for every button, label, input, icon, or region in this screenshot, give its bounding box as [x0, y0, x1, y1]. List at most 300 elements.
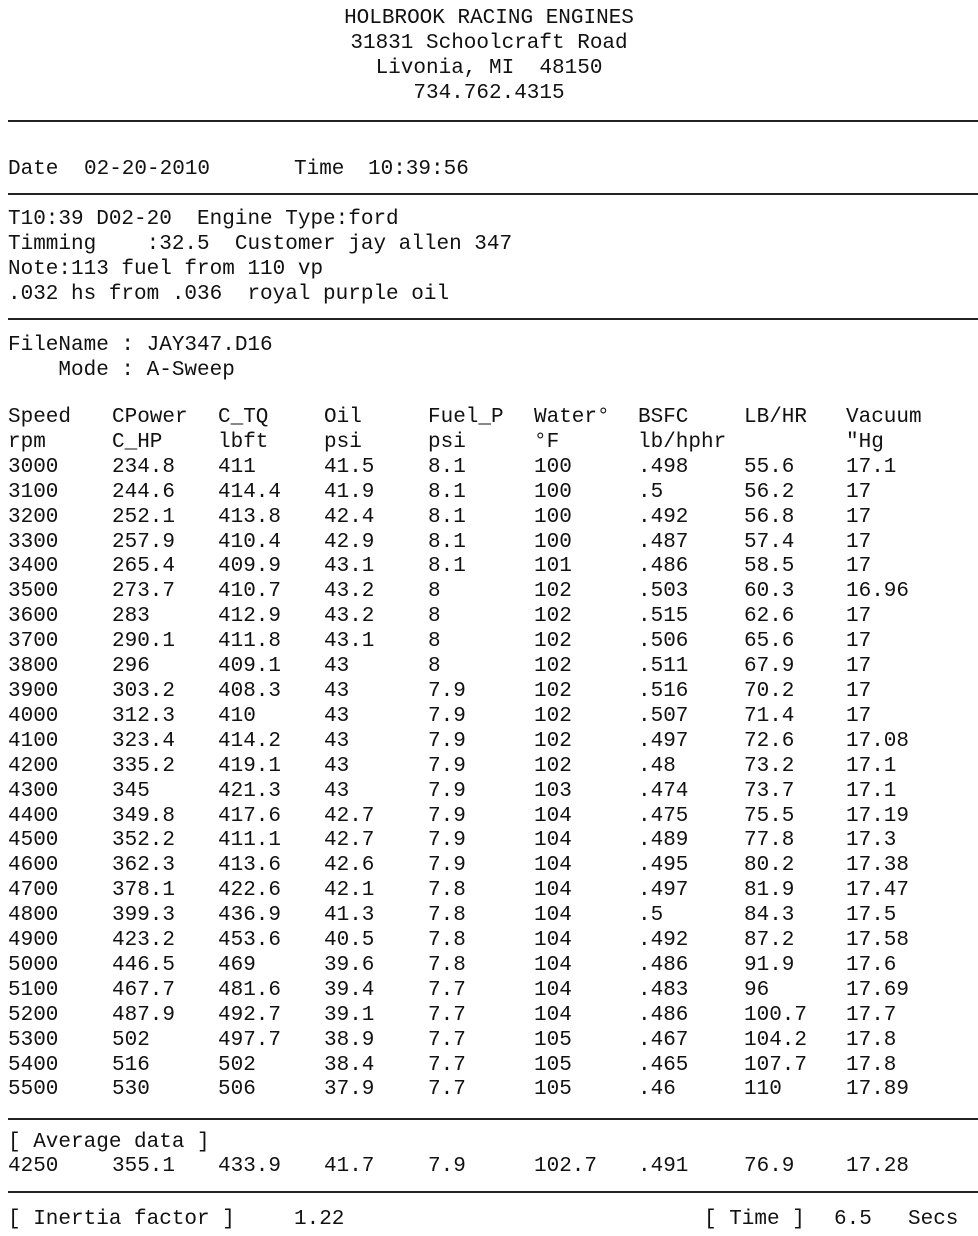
- cell-lbhr: 84.3: [744, 904, 795, 928]
- table-units-row: [8, 431, 966, 456]
- cell-bsfc: .48: [638, 754, 676, 778]
- cell-oil: 39.1: [324, 1003, 375, 1027]
- time-label: Time: [294, 158, 345, 181]
- company-name: HOLBROOK RACING ENGINES: [344, 7, 634, 30]
- cell-vacuum: 17: [846, 630, 872, 654]
- company-phone: 734.762.4315: [413, 82, 565, 105]
- cell-vacuum: 17.7: [846, 1003, 897, 1027]
- cell-oil: 43: [324, 779, 350, 803]
- header-ctq: C_TQ: [218, 406, 269, 429]
- cell-vacuum: 17.19: [846, 804, 910, 828]
- cell-bsfc: .497: [638, 879, 689, 903]
- table-row: [8, 1004, 966, 1029]
- average-ctq: 433.9: [218, 1155, 282, 1178]
- cell-water: 102: [534, 605, 572, 629]
- cell-ctq: 414.2: [218, 729, 282, 753]
- cell-vacuum: 17: [846, 704, 872, 728]
- cell-cpower: 257.9: [112, 530, 176, 554]
- dyno-data-table: [8, 406, 966, 1103]
- cell-cpower: 345: [112, 779, 150, 803]
- cell-ctq: 414.4: [218, 480, 282, 504]
- notes-line-2: Timming :32.5 Customer jay allen 347: [8, 233, 513, 256]
- cell-lbhr: 56.8: [744, 505, 795, 529]
- cell-speed: 3300: [8, 530, 59, 554]
- cell-vacuum: 17.6: [846, 953, 897, 977]
- average-oil: 41.7: [324, 1155, 375, 1178]
- cell-cpower: 446.5: [112, 953, 176, 977]
- cell-vacuum: 17: [846, 679, 872, 703]
- cell-bsfc: .467: [638, 1028, 689, 1052]
- cell-water: 101: [534, 555, 572, 579]
- cell-bsfc: .474: [638, 779, 689, 803]
- cell-fuel-p: 7.9: [428, 779, 466, 803]
- cell-bsfc: .497: [638, 729, 689, 753]
- date-value: 02-20-2010: [84, 158, 211, 181]
- cell-fuel-p: 7.8: [428, 953, 466, 977]
- cell-water: 102: [534, 754, 572, 778]
- cell-speed: 3700: [8, 630, 59, 654]
- cell-fuel-p: 8: [428, 605, 441, 629]
- cell-fuel-p: 7.7: [428, 1053, 466, 1077]
- cell-lbhr: 107.7: [744, 1053, 808, 1077]
- table-row: [8, 780, 966, 805]
- company-address: 31831 Schoolcraft Road: [350, 32, 628, 55]
- cell-oil: 39.6: [324, 953, 375, 977]
- table-row: [8, 506, 966, 531]
- cell-bsfc: .5: [638, 904, 664, 928]
- cell-vacuum: 17: [846, 555, 872, 579]
- cell-oil: 43.1: [324, 555, 375, 579]
- cell-fuel-p: 7.9: [428, 729, 466, 753]
- cell-bsfc: .492: [638, 505, 689, 529]
- cell-fuel-p: 7.9: [428, 704, 466, 728]
- cell-ctq: 497.7: [218, 1028, 282, 1052]
- cell-fuel-p: 8.1: [428, 480, 466, 504]
- cell-water: 104: [534, 854, 572, 878]
- cell-fuel-p: 7.9: [428, 829, 466, 853]
- cell-bsfc: .5: [638, 480, 664, 504]
- cell-speed: 3400: [8, 555, 59, 579]
- header-cpower: CPower: [112, 406, 188, 429]
- cell-vacuum: 17.1: [846, 779, 897, 803]
- cell-vacuum: 17.3: [846, 829, 897, 853]
- average-lbhr: 76.9: [744, 1155, 795, 1178]
- cell-speed: 4100: [8, 729, 59, 753]
- cell-vacuum: 17.1: [846, 754, 897, 778]
- cell-cpower: 244.6: [112, 480, 176, 504]
- cell-cpower: 349.8: [112, 804, 176, 828]
- cell-speed: 5300: [8, 1028, 59, 1052]
- table-row: [8, 879, 966, 904]
- time-value: 10:39:56: [368, 158, 469, 181]
- cell-vacuum: 17.5: [846, 904, 897, 928]
- mode-line: Mode : A-Sweep: [8, 359, 235, 382]
- cell-fuel-p: 7.7: [428, 1028, 466, 1052]
- cell-speed: 3900: [8, 679, 59, 703]
- cell-vacuum: 17.08: [846, 729, 910, 753]
- run-time-label: [ Time ]: [704, 1208, 805, 1231]
- cell-vacuum: 17: [846, 605, 872, 629]
- cell-cpower: 234.8: [112, 455, 176, 479]
- cell-water: 103: [534, 779, 572, 803]
- cell-vacuum: 17.58: [846, 929, 910, 953]
- cell-vacuum: 16.96: [846, 580, 910, 604]
- cell-vacuum: 17: [846, 480, 872, 504]
- cell-water: 104: [534, 829, 572, 853]
- cell-ctq: 417.6: [218, 804, 282, 828]
- cell-ctq: 419.1: [218, 754, 282, 778]
- cell-lbhr: 70.2: [744, 679, 795, 703]
- cell-oil: 41.9: [324, 480, 375, 504]
- cell-oil: 43.1: [324, 630, 375, 654]
- table-row: [8, 555, 966, 580]
- cell-fuel-p: 7.9: [428, 754, 466, 778]
- cell-vacuum: 17.38: [846, 854, 910, 878]
- cell-oil: 39.4: [324, 978, 375, 1002]
- average-water: 102.7: [534, 1155, 598, 1178]
- cell-speed: 5100: [8, 978, 59, 1002]
- cell-cpower: 399.3: [112, 904, 176, 928]
- cell-lbhr: 62.6: [744, 605, 795, 629]
- cell-bsfc: .483: [638, 978, 689, 1002]
- header-vacuum: Vacuum: [846, 406, 922, 429]
- cell-fuel-p: 7.8: [428, 904, 466, 928]
- cell-lbhr: 56.2: [744, 480, 795, 504]
- cell-lbhr: 67.9: [744, 655, 795, 679]
- table-body: [8, 456, 966, 1104]
- cell-bsfc: .492: [638, 929, 689, 953]
- cell-water: 100: [534, 530, 572, 554]
- cell-lbhr: 75.5: [744, 804, 795, 828]
- average-speed: 4250: [8, 1155, 59, 1178]
- cell-ctq: 410.4: [218, 530, 282, 554]
- header-oil: Oil: [324, 406, 362, 429]
- table-row: [8, 531, 966, 556]
- cell-ctq: 410: [218, 704, 256, 728]
- cell-speed: 4400: [8, 804, 59, 828]
- cell-bsfc: .506: [638, 630, 689, 654]
- cell-water: 102: [534, 679, 572, 703]
- cell-bsfc: .515: [638, 605, 689, 629]
- cell-lbhr: 81.9: [744, 879, 795, 903]
- cell-ctq: 411.8: [218, 630, 282, 654]
- cell-speed: 4300: [8, 779, 59, 803]
- cell-ctq: 492.7: [218, 1003, 282, 1027]
- table-row: [8, 904, 966, 929]
- divider-date: [8, 193, 978, 195]
- cell-ctq: 481.6: [218, 978, 282, 1002]
- cell-water: 105: [534, 1053, 572, 1077]
- notes-line-1: T10:39 D02-20 Engine Type:ford: [8, 208, 399, 231]
- cell-fuel-p: 7.9: [428, 854, 466, 878]
- average-vacuum: 17.28: [846, 1155, 910, 1178]
- table-row: [8, 929, 966, 954]
- cell-cpower: 296: [112, 655, 150, 679]
- table-row: [8, 456, 966, 481]
- cell-bsfc: .475: [638, 804, 689, 828]
- date-label: Date: [8, 158, 59, 181]
- cell-ctq: 413.6: [218, 854, 282, 878]
- inertia-value: 1.22: [294, 1208, 345, 1231]
- cell-oil: 41.5: [324, 455, 375, 479]
- cell-ctq: 409.9: [218, 555, 282, 579]
- company-city: Livonia, MI 48150: [375, 57, 603, 80]
- cell-lbhr: 104.2: [744, 1028, 808, 1052]
- unit-vacuum: "Hg: [846, 430, 884, 454]
- cell-bsfc: .498: [638, 455, 689, 479]
- average-label: [ Average data ]: [8, 1131, 210, 1154]
- cell-speed: 3200: [8, 505, 59, 529]
- cell-speed: 3100: [8, 480, 59, 504]
- cell-speed: 3800: [8, 655, 59, 679]
- cell-fuel-p: 7.7: [428, 1003, 466, 1027]
- cell-fuel-p: 8.1: [428, 555, 466, 579]
- cell-cpower: 335.2: [112, 754, 176, 778]
- filename-line: FileName : JAY347.D16: [8, 334, 273, 357]
- cell-lbhr: 77.8: [744, 829, 795, 853]
- divider-header: [8, 120, 978, 122]
- cell-water: 100: [534, 505, 572, 529]
- cell-speed: 5000: [8, 953, 59, 977]
- cell-vacuum: 17.8: [846, 1028, 897, 1052]
- cell-lbhr: 57.4: [744, 530, 795, 554]
- shop-header: [0, 6, 978, 106]
- cell-cpower: 362.3: [112, 854, 176, 878]
- divider-average: [8, 1191, 978, 1193]
- cell-bsfc: .46: [638, 1078, 676, 1102]
- cell-speed: 4700: [8, 879, 59, 903]
- cell-water: 102: [534, 580, 572, 604]
- average-bsfc: .491: [638, 1155, 689, 1178]
- cell-ctq: 502: [218, 1053, 256, 1077]
- cell-water: 104: [534, 953, 572, 977]
- cell-ctq: 411: [218, 455, 256, 479]
- cell-water: 100: [534, 455, 572, 479]
- table-row: [8, 954, 966, 979]
- run-time-value: 6.5: [834, 1208, 872, 1231]
- cell-oil: 42.9: [324, 530, 375, 554]
- cell-fuel-p: 7.7: [428, 1078, 466, 1102]
- cell-speed: 3600: [8, 605, 59, 629]
- cell-fuel-p: 8: [428, 580, 441, 604]
- cell-water: 104: [534, 804, 572, 828]
- table-row: [8, 481, 966, 506]
- cell-ctq: 408.3: [218, 679, 282, 703]
- cell-bsfc: .486: [638, 953, 689, 977]
- table-row: [8, 1029, 966, 1054]
- cell-lbhr: 100.7: [744, 1003, 808, 1027]
- cell-ctq: 506: [218, 1078, 256, 1102]
- cell-ctq: 436.9: [218, 904, 282, 928]
- cell-cpower: 265.4: [112, 555, 176, 579]
- cell-ctq: 469: [218, 953, 256, 977]
- cell-lbhr: 96: [744, 978, 770, 1002]
- cell-bsfc: .486: [638, 1003, 689, 1027]
- cell-ctq: 453.6: [218, 929, 282, 953]
- cell-speed: 4600: [8, 854, 59, 878]
- cell-cpower: 323.4: [112, 729, 176, 753]
- cell-water: 102: [534, 655, 572, 679]
- cell-bsfc: .465: [638, 1053, 689, 1077]
- cell-oil: 43.2: [324, 580, 375, 604]
- cell-cpower: 502: [112, 1028, 150, 1052]
- notes-line-4: .032 hs from .036 royal purple oil: [8, 283, 450, 306]
- cell-speed: 3500: [8, 580, 59, 604]
- table-row: [8, 979, 966, 1004]
- cell-cpower: 283: [112, 605, 150, 629]
- cell-vacuum: 17.69: [846, 978, 910, 1002]
- cell-lbhr: 73.7: [744, 779, 795, 803]
- cell-fuel-p: 8.1: [428, 530, 466, 554]
- table-row: [8, 755, 966, 780]
- table-row: [8, 1054, 966, 1079]
- cell-speed: 5500: [8, 1078, 59, 1102]
- cell-speed: 4500: [8, 829, 59, 853]
- cell-ctq: 409.1: [218, 655, 282, 679]
- cell-water: 105: [534, 1028, 572, 1052]
- table-row: [8, 730, 966, 755]
- cell-oil: 42.7: [324, 804, 375, 828]
- cell-vacuum: 17.1: [846, 455, 897, 479]
- cell-lbhr: 60.3: [744, 580, 795, 604]
- run-time-unit: Secs: [908, 1208, 959, 1231]
- unit-oil: psi: [324, 430, 362, 454]
- cell-cpower: 273.7: [112, 580, 176, 604]
- cell-cpower: 530: [112, 1078, 150, 1102]
- table-row: [8, 1078, 966, 1103]
- unit-speed: rpm: [8, 430, 46, 454]
- cell-fuel-p: 8.1: [428, 505, 466, 529]
- cell-fuel-p: 7.7: [428, 978, 466, 1002]
- cell-oil: 43: [324, 704, 350, 728]
- cell-oil: 43: [324, 729, 350, 753]
- table-header-row: [8, 406, 966, 431]
- cell-vacuum: 17: [846, 530, 872, 554]
- cell-cpower: 303.2: [112, 679, 176, 703]
- unit-water: °F: [534, 430, 560, 454]
- cell-oil: 41.3: [324, 904, 375, 928]
- cell-ctq: 412.9: [218, 605, 282, 629]
- cell-bsfc: .487: [638, 530, 689, 554]
- cell-oil: 42.7: [324, 829, 375, 853]
- header-bsfc: BSFC: [638, 406, 689, 429]
- cell-ctq: 413.8: [218, 505, 282, 529]
- cell-water: 102: [534, 704, 572, 728]
- table-row: [8, 605, 966, 630]
- table-row: [8, 680, 966, 705]
- cell-fuel-p: 7.8: [428, 929, 466, 953]
- cell-oil: 37.9: [324, 1078, 375, 1102]
- cell-cpower: 252.1: [112, 505, 176, 529]
- cell-vacuum: 17.89: [846, 1078, 910, 1102]
- cell-oil: 42.6: [324, 854, 375, 878]
- cell-oil: 38.4: [324, 1053, 375, 1077]
- cell-ctq: 411.1: [218, 829, 282, 853]
- cell-fuel-p: 7.9: [428, 679, 466, 703]
- cell-fuel-p: 8: [428, 630, 441, 654]
- cell-oil: 40.5: [324, 929, 375, 953]
- cell-bsfc: .503: [638, 580, 689, 604]
- cell-lbhr: 80.2: [744, 854, 795, 878]
- cell-oil: 43: [324, 655, 350, 679]
- cell-oil: 42.4: [324, 505, 375, 529]
- cell-cpower: 516: [112, 1053, 150, 1077]
- cell-speed: 4200: [8, 754, 59, 778]
- cell-fuel-p: 7.9: [428, 804, 466, 828]
- table-row: [8, 705, 966, 730]
- unit-bsfc: lb/hphr: [638, 430, 727, 454]
- cell-oil: 42.1: [324, 879, 375, 903]
- cell-bsfc: .486: [638, 555, 689, 579]
- table-row: [8, 655, 966, 680]
- table-row: [8, 854, 966, 879]
- cell-water: 105: [534, 1078, 572, 1102]
- cell-oil: 43: [324, 754, 350, 778]
- cell-speed: 5200: [8, 1003, 59, 1027]
- header-water: Water°: [534, 406, 610, 429]
- header-lbhr: LB/HR: [744, 406, 808, 429]
- cell-oil: 38.9: [324, 1028, 375, 1052]
- cell-cpower: 423.2: [112, 929, 176, 953]
- cell-speed: 4800: [8, 904, 59, 928]
- cell-bsfc: .516: [638, 679, 689, 703]
- cell-water: 104: [534, 879, 572, 903]
- cell-lbhr: 55.6: [744, 455, 795, 479]
- inertia-label: [ Inertia factor ]: [8, 1208, 235, 1231]
- cell-water: 102: [534, 729, 572, 753]
- cell-bsfc: .511: [638, 655, 689, 679]
- unit-cpower: C_HP: [112, 430, 163, 454]
- divider-table: [8, 1118, 978, 1120]
- cell-water: 104: [534, 929, 572, 953]
- cell-lbhr: 110: [744, 1078, 782, 1102]
- table-row: [8, 805, 966, 830]
- cell-water: 104: [534, 904, 572, 928]
- notes-line-3: Note:113 fuel from 110 vp: [8, 258, 324, 281]
- cell-vacuum: 17.8: [846, 1053, 897, 1077]
- table-row: [8, 630, 966, 655]
- cell-lbhr: 91.9: [744, 953, 795, 977]
- header-fuel-p: Fuel_P: [428, 406, 504, 429]
- table-row: [8, 580, 966, 605]
- cell-vacuum: 17: [846, 505, 872, 529]
- cell-speed: 4900: [8, 929, 59, 953]
- cell-water: 100: [534, 480, 572, 504]
- cell-lbhr: 72.6: [744, 729, 795, 753]
- cell-bsfc: .507: [638, 704, 689, 728]
- cell-oil: 43: [324, 679, 350, 703]
- cell-water: 102: [534, 630, 572, 654]
- cell-ctq: 410.7: [218, 580, 282, 604]
- cell-lbhr: 73.2: [744, 754, 795, 778]
- cell-speed: 5400: [8, 1053, 59, 1077]
- cell-lbhr: 87.2: [744, 929, 795, 953]
- cell-cpower: 467.7: [112, 978, 176, 1002]
- cell-oil: 43.2: [324, 605, 375, 629]
- cell-water: 104: [534, 978, 572, 1002]
- cell-fuel-p: 8.1: [428, 455, 466, 479]
- average-cpower: 355.1: [112, 1155, 176, 1178]
- cell-cpower: 290.1: [112, 630, 176, 654]
- cell-vacuum: 17: [846, 655, 872, 679]
- cell-ctq: 421.3: [218, 779, 282, 803]
- cell-vacuum: 17.47: [846, 879, 910, 903]
- cell-speed: 3000: [8, 455, 59, 479]
- cell-lbhr: 71.4: [744, 704, 795, 728]
- cell-lbhr: 65.6: [744, 630, 795, 654]
- unit-ctq: lbft: [218, 430, 269, 454]
- cell-speed: 4000: [8, 704, 59, 728]
